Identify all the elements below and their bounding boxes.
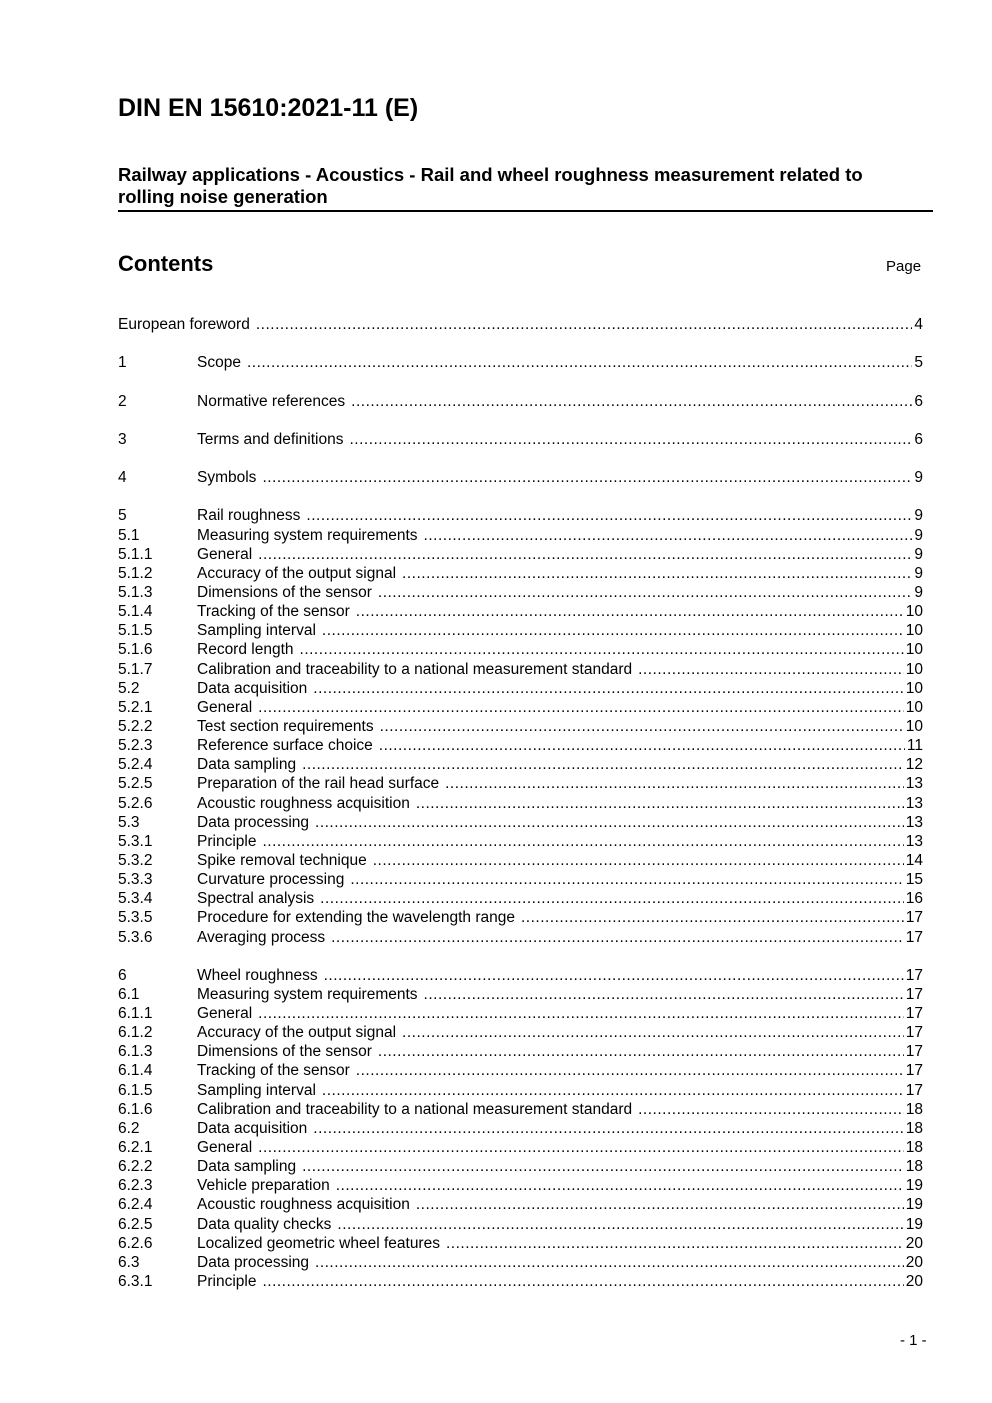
toc-entry[interactable] bbox=[118, 622, 923, 641]
toc-entry-number: 6.1.6 bbox=[118, 1100, 153, 1118]
toc-entry-title: General bbox=[197, 545, 253, 563]
toc-entry[interactable] bbox=[118, 565, 923, 584]
toc-entry[interactable] bbox=[118, 890, 923, 909]
toc-dot-leader bbox=[380, 718, 904, 736]
toc-entry[interactable] bbox=[118, 431, 923, 450]
toc-entry-page: 19 bbox=[905, 1177, 923, 1195]
toc-entry-number: 5.3.4 bbox=[118, 890, 153, 908]
toc-dot-leader bbox=[402, 565, 912, 583]
toc-entry[interactable] bbox=[118, 737, 923, 756]
toc-spacer bbox=[118, 335, 923, 354]
toc-entry-page: 20 bbox=[905, 1253, 923, 1271]
toc-entry-number: 1 bbox=[118, 354, 127, 372]
toc-dot-leader bbox=[320, 890, 904, 908]
toc-entry-page: 17 bbox=[905, 966, 923, 984]
toc-entry-page: 10 bbox=[905, 622, 923, 640]
toc-entry[interactable] bbox=[118, 1235, 923, 1254]
toc-entry-number: 5.3.6 bbox=[118, 928, 153, 946]
toc-entry-title: Reference surface choice bbox=[197, 737, 373, 755]
toc-entry-page: 20 bbox=[905, 1273, 923, 1291]
toc-entry-number: 2 bbox=[118, 392, 127, 410]
contents-heading: Contents bbox=[118, 251, 214, 276]
toc-entry-number: 5.1.1 bbox=[118, 545, 153, 563]
toc-entry-page: 18 bbox=[905, 1158, 923, 1176]
toc-entry[interactable] bbox=[118, 680, 923, 699]
toc-entry-number: 5.2.4 bbox=[118, 756, 153, 774]
page-column-label: Page bbox=[886, 258, 922, 275]
toc-entry-page: 9 bbox=[914, 564, 923, 582]
toc-entry-title: Tracking of the sensor bbox=[197, 1062, 350, 1080]
toc-dot-leader bbox=[424, 527, 913, 545]
toc-dot-leader bbox=[349, 431, 912, 449]
toc-entry[interactable] bbox=[118, 1024, 923, 1043]
toc-entry-number: 5.3.2 bbox=[118, 851, 153, 869]
toc-entry-title: Curvature processing bbox=[197, 871, 345, 889]
toc-entry-title: Scope bbox=[197, 354, 241, 372]
toc-dot-leader bbox=[258, 1139, 904, 1157]
toc-dot-leader bbox=[313, 680, 903, 698]
toc-entry-number: 5 bbox=[118, 507, 127, 525]
toc-entry[interactable] bbox=[118, 718, 923, 737]
toc-entry-number: 6.1 bbox=[118, 985, 140, 1003]
toc-entry-page: 17 bbox=[905, 1005, 923, 1023]
toc-entry-page: 13 bbox=[905, 813, 923, 831]
toc-dot-leader bbox=[446, 1235, 904, 1253]
toc-entry-page: 16 bbox=[905, 890, 923, 908]
toc-entry-page: 17 bbox=[905, 985, 923, 1003]
toc-entry-number: 6.3.1 bbox=[118, 1273, 153, 1291]
toc-entry-page: 18 bbox=[905, 1100, 923, 1118]
toc-entry-number: 6.2.5 bbox=[118, 1215, 153, 1233]
toc-entry-page: 10 bbox=[905, 698, 923, 716]
toc-entry-page: 17 bbox=[905, 1062, 923, 1080]
toc-dot-leader bbox=[315, 1254, 904, 1272]
toc-entry-page: 10 bbox=[905, 679, 923, 697]
toc-entry-page: 6 bbox=[914, 430, 923, 448]
toc-entry-number: 6.1.5 bbox=[118, 1081, 153, 1099]
toc-spacer bbox=[118, 412, 923, 431]
toc-entry[interactable] bbox=[118, 507, 923, 526]
toc-entry[interactable] bbox=[118, 527, 923, 546]
toc-dot-leader bbox=[337, 1216, 903, 1234]
toc-entry-number: 5.1.2 bbox=[118, 564, 153, 582]
toc-entry-number: 5.1.3 bbox=[118, 583, 153, 601]
toc-entry[interactable] bbox=[118, 469, 923, 488]
toc-dot-leader bbox=[322, 622, 904, 640]
toc-entry-title: Data sampling bbox=[197, 1158, 297, 1176]
toc-dot-leader bbox=[300, 641, 904, 659]
toc-entry-page: 17 bbox=[905, 909, 923, 927]
toc-entry[interactable] bbox=[118, 1082, 923, 1101]
toc-dot-leader bbox=[638, 661, 904, 679]
toc-entry-number: 5.2 bbox=[118, 679, 140, 697]
toc-dot-leader bbox=[331, 929, 904, 947]
document-title-line-2: rolling noise generation bbox=[118, 186, 328, 207]
toc-entry[interactable] bbox=[118, 1062, 923, 1081]
toc-entry-page: 9 bbox=[914, 469, 923, 487]
toc-entry-page: 9 bbox=[914, 507, 923, 525]
toc-entry-page: 17 bbox=[905, 1043, 923, 1061]
toc-entry-number: 5.1.6 bbox=[118, 641, 153, 659]
document-id: DIN EN 15610:2021-11 (E) bbox=[118, 94, 419, 122]
toc-entry[interactable] bbox=[118, 661, 923, 680]
document-title-line-1: Railway applications - Acoustics - Rail and wheel roughness measurement related to bbox=[118, 164, 863, 185]
toc-dot-leader bbox=[416, 1196, 904, 1214]
toc-entry-page: 18 bbox=[905, 1119, 923, 1137]
toc-entry[interactable] bbox=[118, 1216, 923, 1235]
toc-entry-page: 9 bbox=[914, 545, 923, 563]
toc-entry-title: General bbox=[197, 698, 253, 716]
toc-entry-number: 6.1.3 bbox=[118, 1043, 153, 1061]
toc-entry-title: Sampling interval bbox=[197, 1081, 316, 1099]
toc-spacer bbox=[118, 488, 923, 507]
toc-entry-number: 5.2.6 bbox=[118, 794, 153, 812]
toc-entry[interactable] bbox=[118, 393, 923, 412]
toc-entry[interactable] bbox=[118, 1158, 923, 1177]
toc-entry-title: Terms and definitions bbox=[197, 430, 344, 448]
toc-entry-title: Acoustic roughness acquisition bbox=[197, 794, 410, 812]
toc-entry-page: 20 bbox=[905, 1234, 923, 1252]
toc-entry[interactable] bbox=[118, 584, 923, 603]
toc-entry-title: Localized geometric wheel features bbox=[197, 1234, 440, 1252]
toc-dot-leader bbox=[351, 393, 912, 411]
toc-entry-title: Record length bbox=[197, 641, 294, 659]
toc-entry[interactable] bbox=[118, 1120, 923, 1139]
toc-dot-leader bbox=[247, 354, 912, 372]
toc-entry-title: Data processing bbox=[197, 1253, 310, 1271]
toc-entry-number: 5.3.5 bbox=[118, 909, 153, 927]
toc-entry[interactable] bbox=[118, 641, 923, 660]
toc-entry[interactable] bbox=[118, 833, 923, 852]
toc-entry-title: European foreword bbox=[118, 316, 250, 333]
toc-entry-page: 15 bbox=[905, 871, 923, 889]
toc-dot-leader bbox=[378, 1043, 904, 1061]
toc-entry-page: 17 bbox=[905, 928, 923, 946]
toc-entry-number: 5.1.5 bbox=[118, 622, 153, 640]
toc-entry[interactable] bbox=[118, 814, 923, 833]
toc-dot-leader bbox=[322, 1082, 904, 1100]
toc-dot-leader bbox=[315, 814, 904, 832]
toc-entry-title: Preparation of the rail head surface bbox=[197, 775, 440, 793]
toc-entry-title: Data sampling bbox=[197, 756, 297, 774]
toc-entry-title: Accuracy of the output signal bbox=[197, 1024, 397, 1042]
toc-dot-leader bbox=[313, 1120, 903, 1138]
page-number: - 1 - bbox=[900, 1332, 927, 1349]
toc-entry[interactable] bbox=[118, 1139, 923, 1158]
toc-entry-number: 5.1.4 bbox=[118, 603, 153, 621]
toc-entry-number: 6.2.6 bbox=[118, 1234, 153, 1252]
toc-dot-leader bbox=[306, 507, 912, 525]
toc-entry[interactable] bbox=[118, 699, 923, 718]
toc-entry[interactable] bbox=[118, 316, 923, 335]
toc-entry[interactable] bbox=[118, 546, 923, 565]
toc-entry-number: 6.2 bbox=[118, 1119, 140, 1137]
toc-entry[interactable] bbox=[118, 1273, 923, 1292]
toc-dot-leader bbox=[378, 584, 912, 602]
toc-dot-leader bbox=[350, 871, 903, 889]
toc-dot-leader bbox=[373, 852, 904, 870]
toc-dot-leader bbox=[336, 1177, 904, 1195]
toc-dot-leader bbox=[521, 909, 904, 927]
toc-dot-leader bbox=[379, 737, 905, 755]
toc-entry-title: Principle bbox=[197, 1273, 257, 1291]
toc-entry-page: 13 bbox=[905, 832, 923, 850]
toc-entry[interactable] bbox=[118, 909, 923, 928]
toc-entry-title: Procedure for extending the wavelength range bbox=[197, 909, 515, 927]
toc-dot-leader bbox=[262, 833, 903, 851]
toc-entry-page: 17 bbox=[905, 1024, 923, 1042]
toc-entry-title: Symbols bbox=[197, 469, 257, 487]
toc-entry-number: 4 bbox=[118, 469, 127, 487]
toc-entry-title: Spectral analysis bbox=[197, 890, 315, 908]
toc-entry-page: 17 bbox=[905, 1081, 923, 1099]
toc-entry-page: 19 bbox=[905, 1196, 923, 1214]
toc-dot-leader bbox=[258, 699, 904, 717]
toc-spacer bbox=[118, 373, 923, 392]
toc-entry-number: 5.3.3 bbox=[118, 871, 153, 889]
toc-entry[interactable] bbox=[118, 354, 923, 373]
toc-entry-number: 5.1 bbox=[118, 526, 140, 544]
toc-dot-leader bbox=[302, 756, 904, 774]
toc-entry[interactable] bbox=[118, 929, 923, 948]
toc-entry-title: Calibration and traceability to a national measurement standard bbox=[197, 1100, 633, 1118]
toc-dot-leader bbox=[424, 986, 904, 1004]
toc-entry-title: Normative references bbox=[197, 392, 346, 410]
toc-entry[interactable] bbox=[118, 795, 923, 814]
toc-entry-number: 6.2.1 bbox=[118, 1139, 153, 1157]
toc-entry-number: 6.2.2 bbox=[118, 1158, 153, 1176]
toc-entry-title: Wheel roughness bbox=[197, 966, 318, 984]
toc-entry[interactable] bbox=[118, 775, 923, 794]
toc-dot-leader bbox=[416, 795, 904, 813]
toc-entry-title: Test section requirements bbox=[197, 717, 374, 735]
toc-entry-title: Acoustic roughness acquisition bbox=[197, 1196, 410, 1214]
toc-entry-page: 10 bbox=[905, 717, 923, 735]
toc-entry-title: Averaging process bbox=[197, 928, 326, 946]
toc-entry-number: 5.3 bbox=[118, 813, 140, 831]
toc-entry-number: 6 bbox=[118, 966, 127, 984]
toc-entry-title: General bbox=[197, 1005, 253, 1023]
toc-entry[interactable] bbox=[118, 852, 923, 871]
toc-entry-title: Data acquisition bbox=[197, 679, 308, 697]
toc-dot-leader bbox=[258, 546, 912, 564]
toc-entry-page: 4 bbox=[914, 316, 923, 333]
toc-entry-title: Measuring system requirements bbox=[197, 526, 418, 544]
toc-dot-leader bbox=[302, 1158, 904, 1176]
toc-entry-title: General bbox=[197, 1139, 253, 1157]
toc-dot-leader bbox=[356, 603, 904, 621]
toc-dot-leader bbox=[258, 1005, 904, 1023]
toc-dot-leader bbox=[262, 469, 912, 487]
toc-entry-title: Spike removal technique bbox=[197, 851, 367, 869]
toc-entry-title: Vehicle preparation bbox=[197, 1177, 330, 1195]
toc-entry-number: 5.1.7 bbox=[118, 660, 153, 678]
toc-entry-title: Data processing bbox=[197, 813, 310, 831]
toc-entry-page: 6 bbox=[914, 392, 923, 410]
toc-entry-number: 5.2.3 bbox=[118, 737, 153, 755]
toc-entry-title: Dimensions of the sensor bbox=[197, 583, 372, 601]
toc-entry-number: 5.2.2 bbox=[118, 717, 153, 735]
toc-entry-page: 18 bbox=[905, 1139, 923, 1157]
toc-spacer bbox=[118, 948, 923, 967]
toc-spacer bbox=[118, 450, 923, 469]
toc-entry-number: 6.1.2 bbox=[118, 1024, 153, 1042]
toc-entry-number: 5.2.1 bbox=[118, 698, 153, 716]
document-title bbox=[118, 164, 933, 212]
toc-dot-leader bbox=[402, 1024, 904, 1042]
toc-dot-leader bbox=[262, 1273, 903, 1291]
toc-entry-title: Data quality checks bbox=[197, 1215, 332, 1233]
toc-entry[interactable] bbox=[118, 967, 923, 986]
toc-dot-leader bbox=[445, 775, 904, 793]
toc-entry[interactable] bbox=[118, 1196, 923, 1215]
toc-entry-number: 5.2.5 bbox=[118, 775, 153, 793]
toc-dot-leader bbox=[256, 316, 913, 334]
toc-entry-page: 19 bbox=[905, 1215, 923, 1233]
toc-entry[interactable] bbox=[118, 1177, 923, 1196]
toc-entry-page: 10 bbox=[905, 641, 923, 659]
table-of-contents bbox=[118, 316, 923, 1292]
toc-entry-number: 6.3 bbox=[118, 1253, 140, 1271]
toc-entry-title: Rail roughness bbox=[197, 507, 301, 525]
toc-entry-title: Tracking of the sensor bbox=[197, 603, 350, 621]
toc-entry-page: 10 bbox=[905, 660, 923, 678]
toc-entry[interactable] bbox=[118, 756, 923, 775]
toc-dot-leader bbox=[356, 1062, 904, 1080]
toc-entry[interactable] bbox=[118, 1254, 923, 1273]
toc-entry-title: Data acquisition bbox=[197, 1119, 308, 1137]
toc-dot-leader bbox=[638, 1101, 904, 1119]
toc-entry-page: 14 bbox=[905, 851, 923, 869]
toc-entry-page: 9 bbox=[914, 583, 923, 601]
toc-entry-title: Calibration and traceability to a national measurement standard bbox=[197, 660, 633, 678]
toc-entry-title: Principle bbox=[197, 832, 257, 850]
toc-entry-number: 6.1.1 bbox=[118, 1005, 153, 1023]
toc-entry-page: 11 bbox=[906, 737, 923, 755]
toc-entry[interactable] bbox=[118, 1043, 923, 1062]
toc-entry-number: 6.2.4 bbox=[118, 1196, 153, 1214]
toc-entry-number: 3 bbox=[118, 430, 127, 448]
toc-entry-title: Accuracy of the output signal bbox=[197, 564, 397, 582]
toc-entry[interactable] bbox=[118, 1101, 923, 1120]
toc-entry[interactable] bbox=[118, 603, 923, 622]
toc-entry-number: 5.3.1 bbox=[118, 832, 153, 850]
toc-entry[interactable] bbox=[118, 871, 923, 890]
toc-entry-title: Dimensions of the sensor bbox=[197, 1043, 372, 1061]
toc-entry-page: 13 bbox=[905, 794, 923, 812]
toc-entry[interactable] bbox=[118, 986, 923, 1005]
toc-entry-title: Sampling interval bbox=[197, 622, 316, 640]
toc-entry-page: 5 bbox=[914, 354, 923, 372]
toc-dot-leader bbox=[324, 967, 904, 985]
toc-entry-page: 9 bbox=[914, 526, 923, 544]
toc-entry-page: 13 bbox=[905, 775, 923, 793]
toc-entry-page: 10 bbox=[905, 603, 923, 621]
toc-entry-number: 6.1.4 bbox=[118, 1062, 153, 1080]
toc-entry-title: Measuring system requirements bbox=[197, 985, 418, 1003]
toc-entry-page: 12 bbox=[905, 756, 923, 774]
toc-entry-number: 6.2.3 bbox=[118, 1177, 153, 1195]
toc-entry[interactable] bbox=[118, 1005, 923, 1024]
